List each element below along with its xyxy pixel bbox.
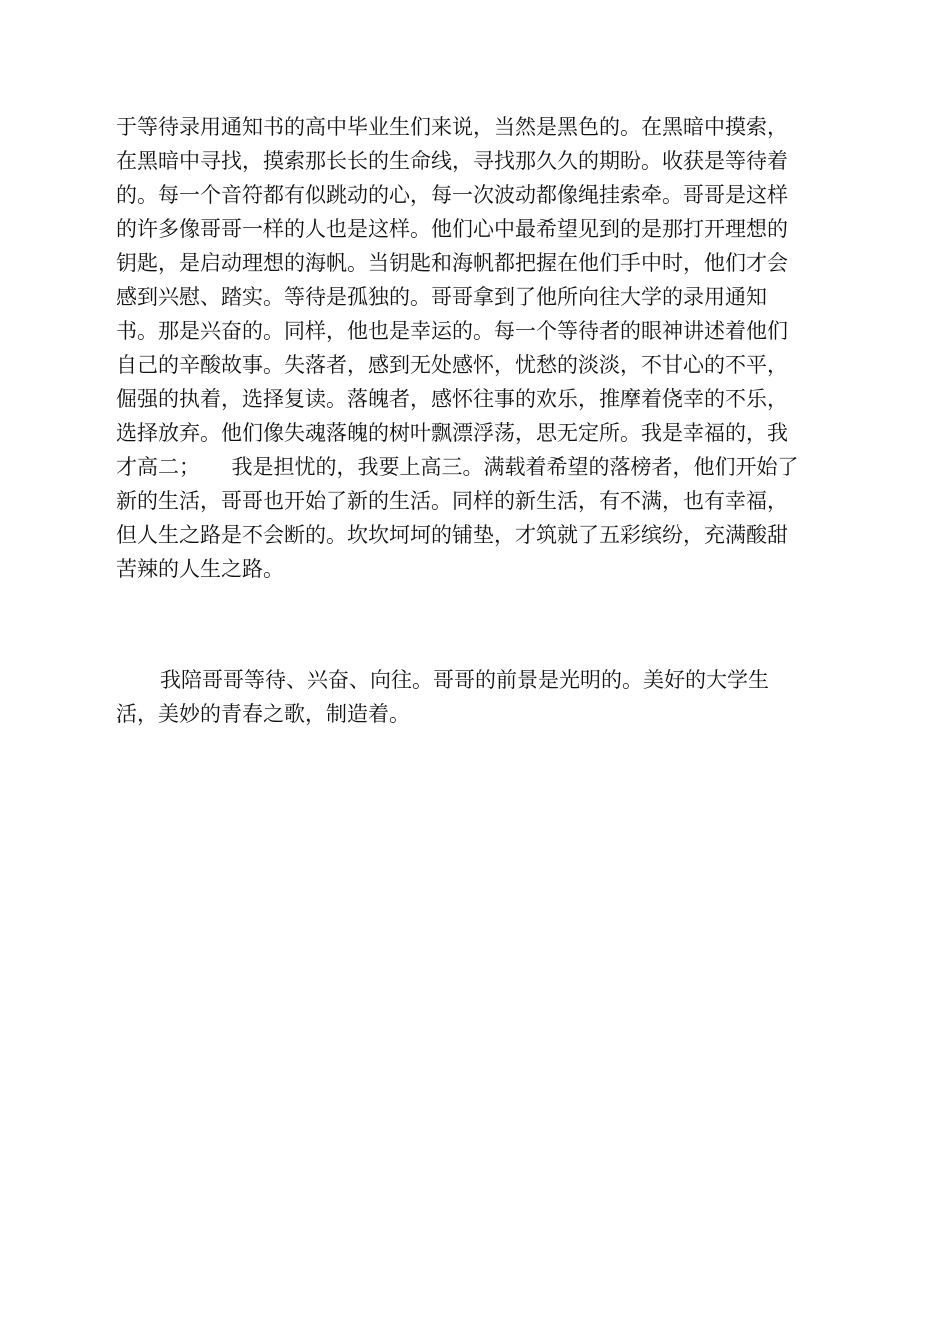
text-line: 苦辣的人生之路。 (116, 557, 284, 581)
paragraph-2 (116, 663, 836, 731)
text-line: 活，美妙的青春之歌，制造着。 (116, 702, 410, 726)
text-line: 于等待录用通知书的高中毕业生们来说，当然是黑色的。在黑暗中摸索， (116, 115, 788, 139)
text-line: 在黑暗中寻找，摸索那长长的生命线，寻找那久久的期盼。收获是等待着 (116, 149, 788, 173)
text-line: 但人生之路是不会断的。坎坎坷坷的铺垫，才筑就了五彩缤纷，充满酸甜 (116, 523, 788, 547)
text-line: 的。每一个音符都有似跳动的心，每一次波动都像绳挂索牵。哥哥是这样 (116, 183, 788, 207)
text-line: 我陪哥哥等待、兴奋、向往。哥哥的前景是光明的。美好的大学生 (160, 668, 769, 692)
text-line: 感到兴慰、踏实。等待是孤独的。哥哥拿到了他所向往大学的录用通知 (116, 285, 767, 309)
text-line: 才高二； 我是担忧的，我要上高三。满载着希望的落榜者，他们开始了 (116, 455, 799, 479)
text-line: 倔强的执着，选择复读。落魄者，感怀往事的欢乐，推摩着侥幸的不乐， (116, 387, 788, 411)
text-line: 选择放弃。他们像失魂落魄的树叶飘漂浮荡，思无定所。我是幸福的，我 (116, 421, 788, 445)
text-line: 的许多像哥哥一样的人也是这样。他们心中最希望见到的是那打开理想的 (116, 217, 788, 241)
text-line: 自己的辛酸故事。失落者，感到无处感怀，忧愁的淡淡，不甘心的不平， (116, 353, 788, 377)
text-line: 钥匙，是启动理想的海帆。当钥匙和海帆都把握在他们手中时，他们才会 (116, 251, 788, 275)
text-line: 书。那是兴奋的。同样，他也是幸运的。每一个等待者的眼神讲述着他们 (116, 319, 788, 343)
paragraph-1 (116, 110, 836, 586)
text-line: 新的生活，哥哥也开始了新的生活。同样的新生活，有不满，也有幸福， (116, 489, 788, 513)
